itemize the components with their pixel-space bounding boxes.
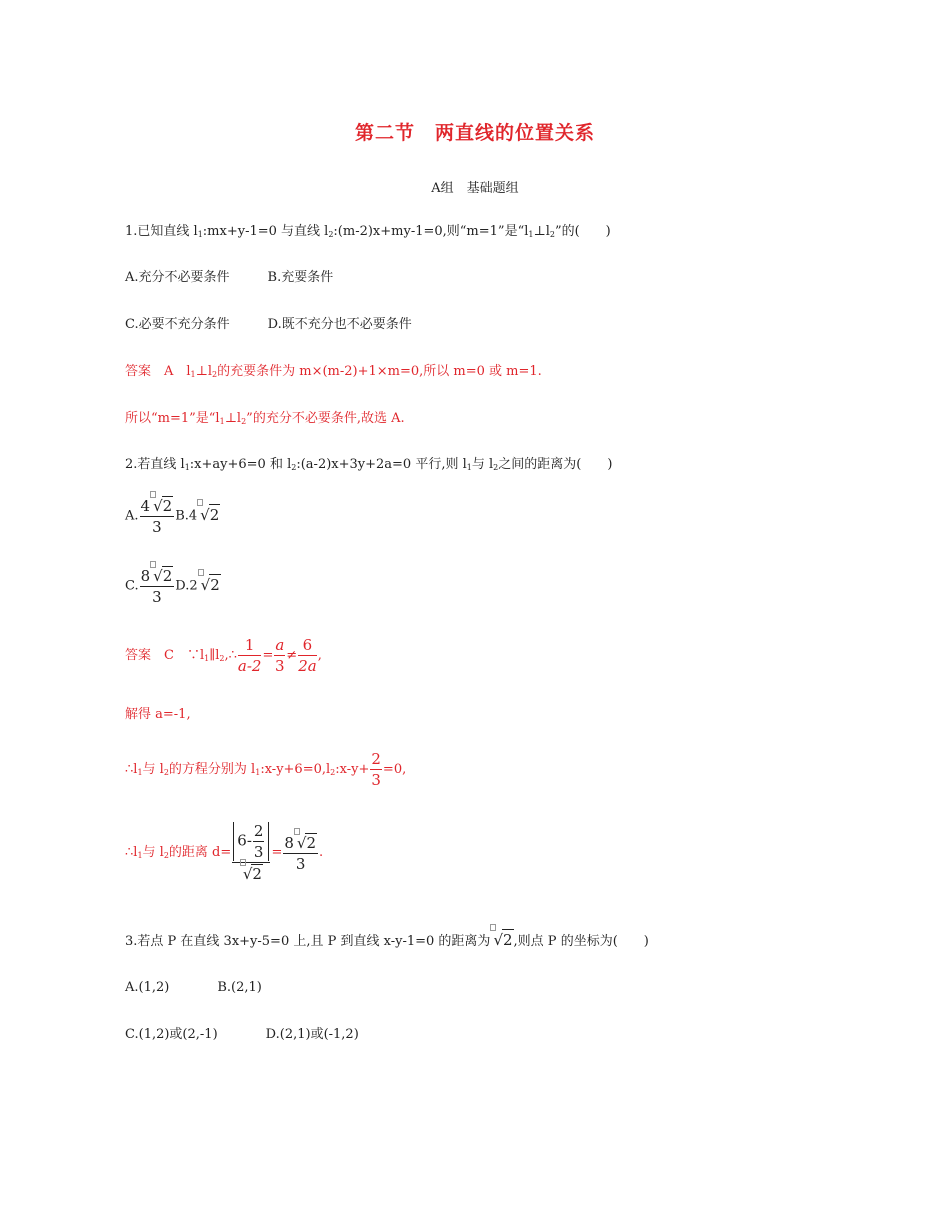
- numerator: 2: [253, 822, 264, 840]
- text: 的距离 d=: [168, 845, 232, 860]
- option-a-label: A.: [125, 508, 139, 524]
- subscript: 1: [184, 463, 190, 472]
- text: 所以“m=1”是“l: [125, 411, 220, 426]
- text: ”的充分不必要条件,故选 A.: [246, 411, 405, 426]
- text: 之间的距离为( ): [498, 457, 613, 472]
- text: :x-y+: [335, 762, 370, 777]
- subscript: 2: [549, 230, 555, 239]
- text: :(a-2)x+3y+2a=0 平行,则 l: [296, 457, 467, 472]
- question-3-options-cd: [125, 1025, 359, 1045]
- subscript: 1: [255, 768, 261, 777]
- question-2-options-ab: [125, 496, 220, 536]
- radical: √2: [150, 566, 173, 585]
- text: ≠: [286, 648, 298, 663]
- text: 与 l: [142, 845, 164, 860]
- denominator: 3: [295, 854, 306, 873]
- option-c: C.(1,2)或(2,-1): [125, 1027, 218, 1042]
- option-d-label: D.2: [175, 578, 198, 594]
- text: ,则点 P 的坐标为( ): [513, 934, 649, 949]
- text: .: [319, 845, 324, 860]
- numerator: 8: [284, 833, 294, 852]
- option-b: B.(2,1): [217, 980, 262, 995]
- denominator: a-2: [237, 657, 262, 675]
- subscript: 2: [241, 417, 247, 426]
- text: 6-: [237, 831, 252, 850]
- fraction: [370, 750, 382, 789]
- text: :mx+y-1=0 与直线 l: [202, 224, 329, 239]
- distance-fraction: [232, 822, 270, 883]
- numerator: 8: [140, 567, 151, 585]
- question-2-answer-line-2: 解得 a=-1,: [125, 707, 191, 722]
- radicand: 2: [306, 833, 317, 852]
- group-heading: A组 基础题组: [431, 181, 519, 196]
- fraction: [274, 636, 285, 675]
- text: :x+ay+6=0 和 l: [189, 457, 292, 472]
- option-b: B.充要条件: [267, 270, 334, 285]
- fraction: [253, 822, 265, 861]
- section-title: 第二节 两直线的位置关系: [354, 122, 595, 144]
- denominator: 3: [152, 518, 162, 536]
- subscript: 2: [493, 463, 499, 472]
- subscript: 1: [466, 463, 472, 472]
- subscript: 1: [528, 230, 534, 239]
- radical: √2: [198, 574, 221, 595]
- question-1-options-ab: [125, 268, 333, 288]
- text: 答案 C ∵l: [125, 648, 205, 663]
- question-3-stem: [125, 929, 649, 952]
- fraction: [238, 636, 262, 675]
- question-1-answer-line-2: [125, 409, 405, 432]
- text: ”的( ): [554, 224, 611, 239]
- numerator: 1: [238, 636, 262, 656]
- numerator: 6: [298, 636, 317, 656]
- subscript: 2: [291, 463, 297, 472]
- question-2-answer-line-4: [125, 822, 323, 883]
- radicand: 2: [162, 567, 173, 585]
- text: ∥l: [209, 648, 220, 663]
- radicand: 2: [503, 931, 513, 949]
- text: =: [262, 648, 274, 663]
- denominator: 3: [152, 588, 162, 606]
- question-2-answer-line-1: [125, 636, 322, 675]
- text: ⊥l: [224, 411, 242, 426]
- radical: √2: [197, 504, 220, 525]
- option-c-fraction: [140, 566, 175, 606]
- option-b-label: B.4: [175, 508, 198, 524]
- text: ,: [317, 648, 322, 663]
- subscript: 1: [197, 230, 203, 239]
- text: :(m-2)x+my-1=0,则“m=1”是“l: [333, 224, 529, 239]
- subscript: 1: [204, 654, 210, 663]
- option-a-fraction: [140, 496, 175, 536]
- text: 答案 A l: [125, 364, 191, 379]
- subscript: 1: [137, 851, 143, 860]
- subscript: 2: [163, 851, 169, 860]
- text: 3.若点 P 在直线 3x+y-5=0 上,且 P 到直线 x-y-1=0 的距离为: [125, 934, 491, 949]
- question-1-options-cd: [125, 315, 412, 335]
- subscript: 1: [190, 370, 196, 379]
- numerator: 2: [371, 750, 381, 768]
- option-d: D.(2,1)或(-1,2): [265, 1027, 359, 1042]
- text: =: [271, 845, 283, 860]
- denominator: 3: [253, 843, 264, 861]
- denominator: 3: [371, 771, 381, 789]
- radical: √2: [294, 833, 317, 852]
- radicand: 2: [162, 497, 173, 515]
- question-2-answer-line-3: [125, 750, 406, 789]
- option-c-label: C.: [125, 578, 139, 594]
- question-1-stem: [125, 222, 611, 245]
- subscript: 2: [212, 370, 218, 379]
- radical: √2: [150, 496, 173, 515]
- question-1-answer-line-1: [125, 362, 542, 385]
- subscript: 2: [328, 230, 334, 239]
- numerator: a: [275, 636, 285, 654]
- radical: √2: [490, 929, 513, 950]
- radical: √2: [240, 864, 263, 883]
- subscript: 2: [219, 654, 225, 663]
- text: 2.若直线 l: [125, 457, 185, 472]
- option-c: C.必要不充分条件: [125, 317, 230, 332]
- text: 的方程分别为 l: [168, 762, 256, 777]
- option-d: D.既不充分也不必要条件: [267, 317, 412, 332]
- radicand: 2: [252, 865, 262, 883]
- text: 1.已知直线 l: [125, 224, 198, 239]
- text: ∴l: [125, 845, 138, 860]
- text: 的充要条件为 m×(m-2)+1×m=0,所以 m=0 或 m=1.: [217, 364, 542, 379]
- radicand: 2: [209, 505, 220, 524]
- question-2-stem: [125, 455, 612, 478]
- option-a: A.充分不必要条件: [125, 270, 230, 285]
- denominator: 2a: [298, 657, 317, 675]
- denominator: 3: [275, 657, 285, 675]
- subscript: 2: [330, 768, 336, 777]
- fraction: [283, 833, 318, 873]
- text: 与 l: [142, 762, 164, 777]
- text: 与 l: [471, 457, 494, 472]
- numerator: 4: [140, 497, 151, 515]
- text: :x-y+6=0,l: [260, 762, 331, 777]
- subscript: 1: [137, 768, 143, 777]
- fraction: [298, 636, 317, 675]
- subscript: 2: [163, 768, 169, 777]
- question-3-options-ab: [125, 978, 262, 998]
- subscript: 1: [219, 417, 225, 426]
- text: ∴l: [125, 762, 138, 777]
- text: ⊥l: [533, 224, 550, 239]
- option-a: A.(1,2): [125, 980, 170, 995]
- text: ,∴: [224, 648, 237, 663]
- text: ⊥l: [195, 364, 213, 379]
- absolute-value: [233, 822, 269, 861]
- text: =0,: [382, 762, 407, 777]
- question-2-options-cd: [125, 566, 221, 606]
- radicand: 2: [210, 575, 220, 594]
